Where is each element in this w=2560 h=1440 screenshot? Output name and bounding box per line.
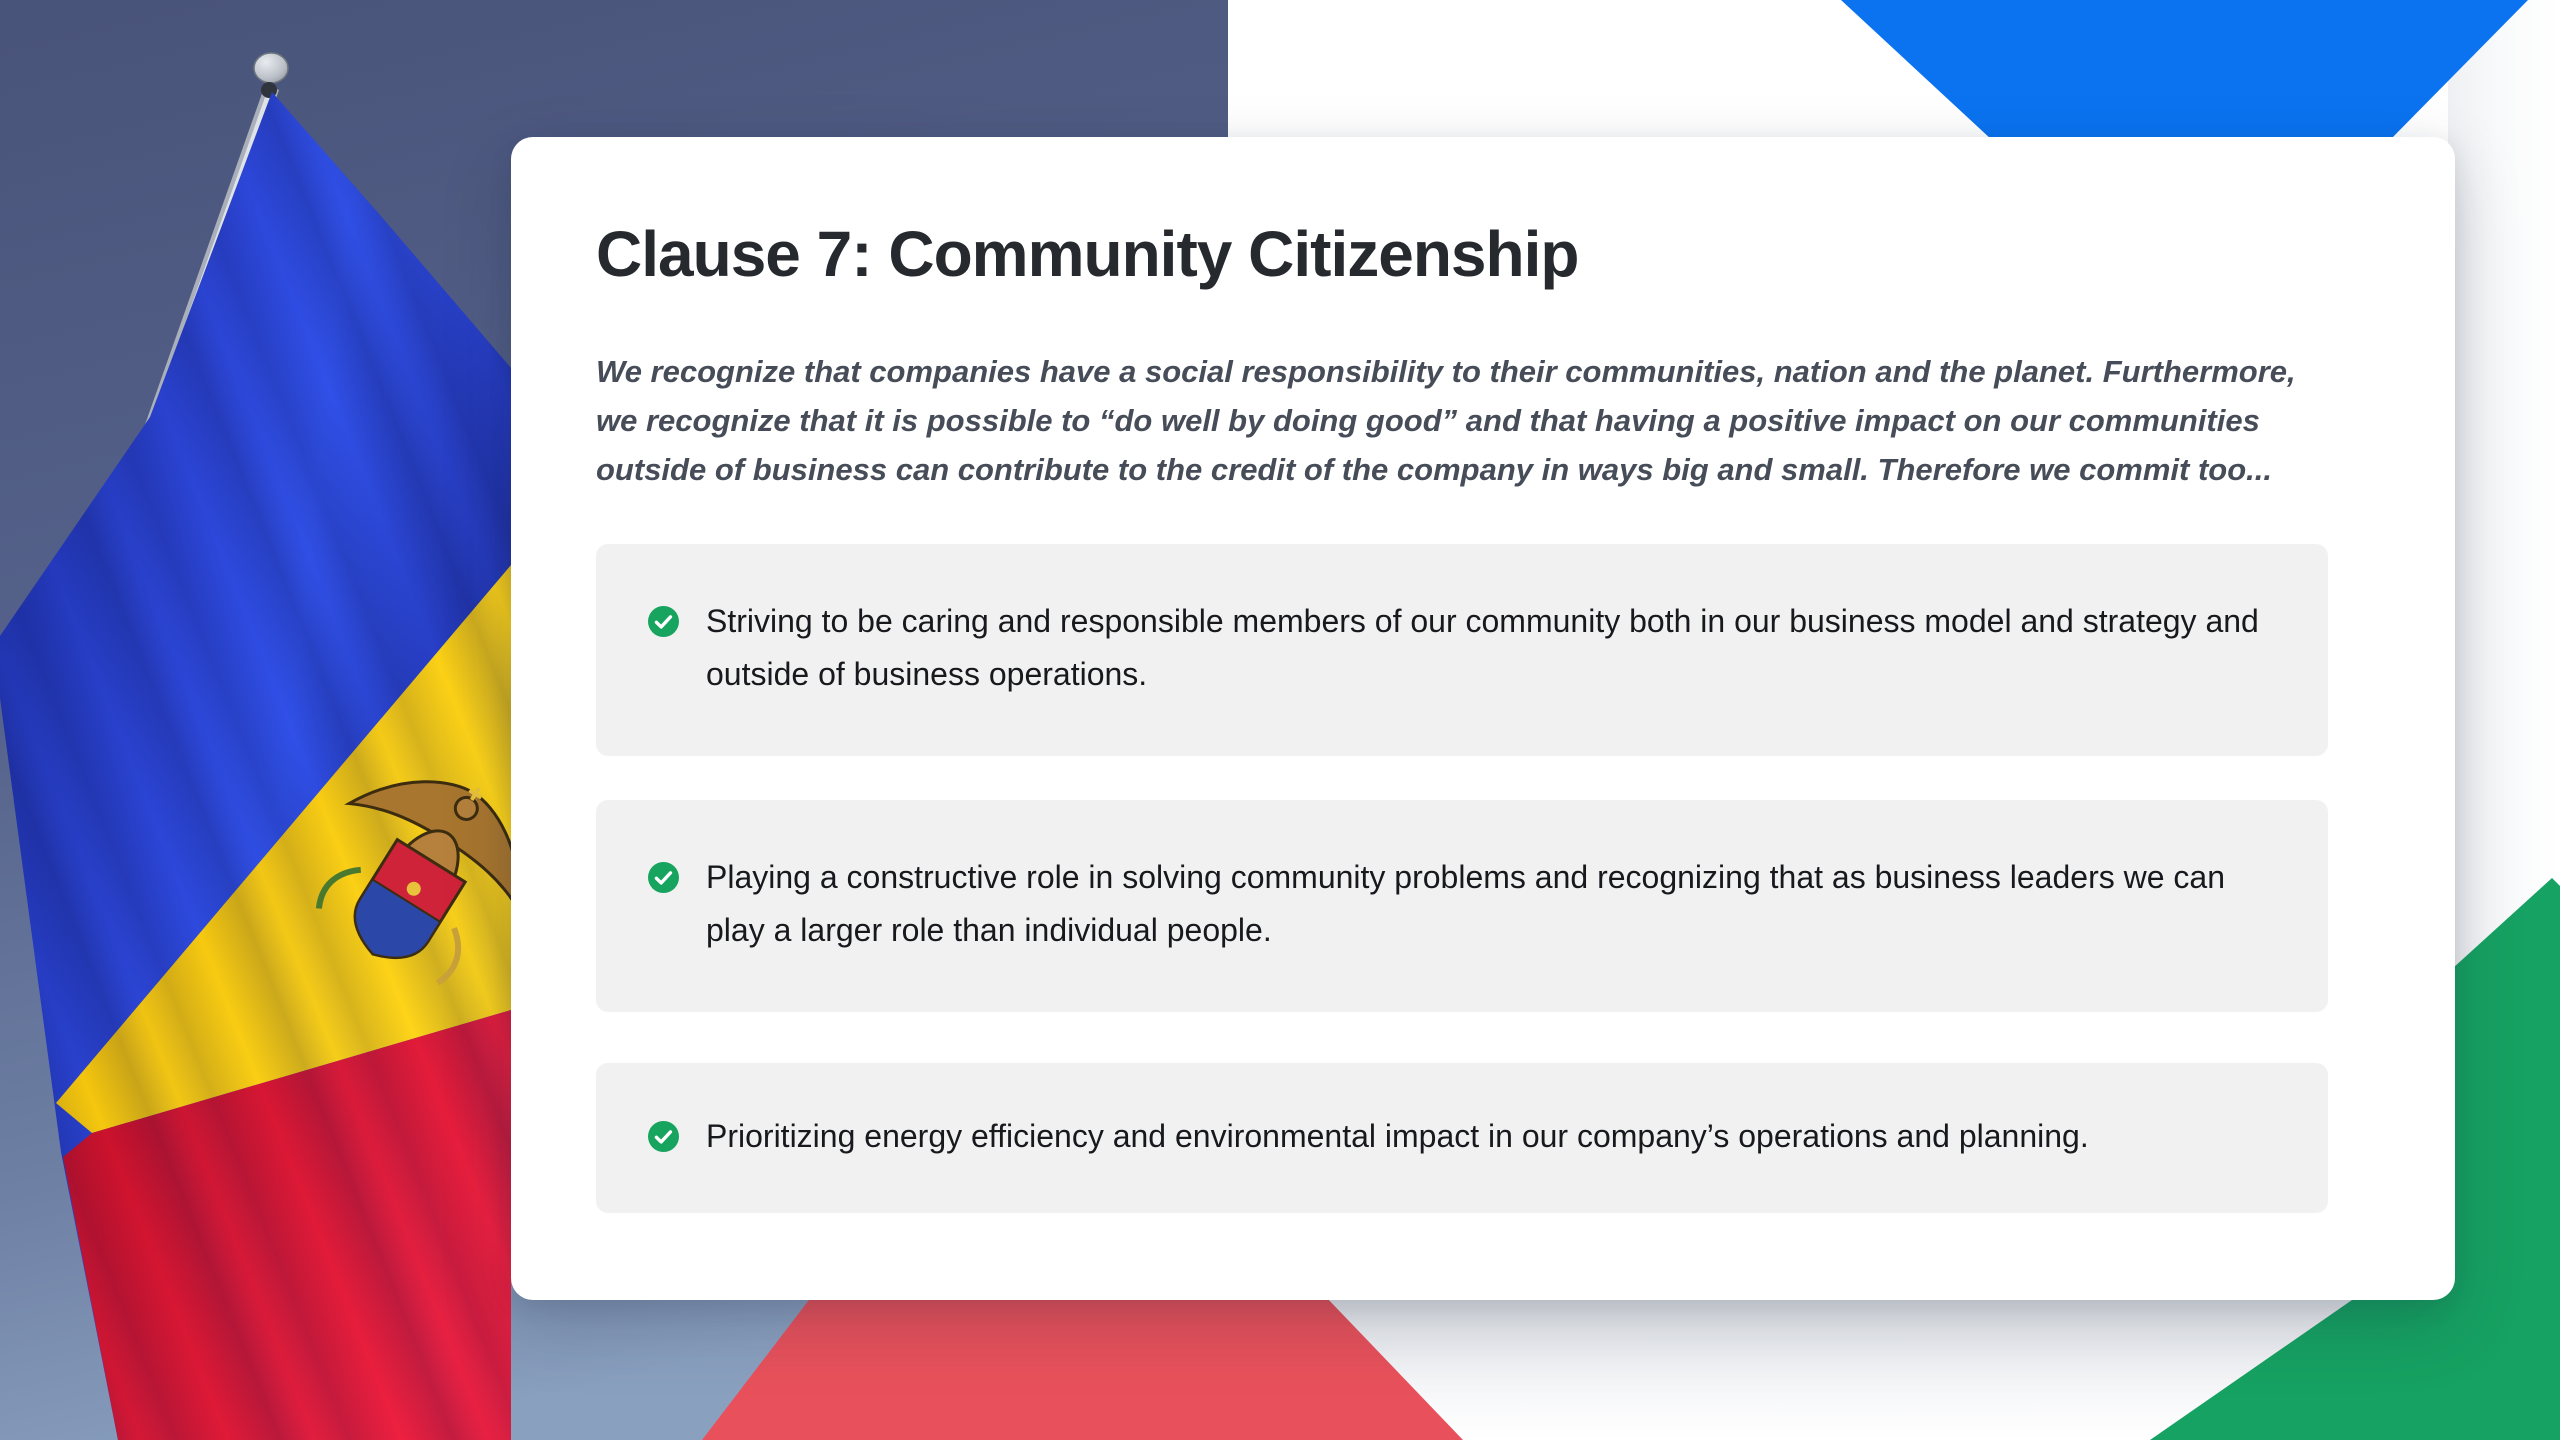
commitment-item <box>596 800 2328 1012</box>
commitment-text: Striving to be caring and responsible members of our community both in our business model and strategy and outside of business operations. <box>706 603 2259 692</box>
page-title: Clause 7: Community Citizenship <box>596 218 1579 290</box>
check-circle-icon <box>648 1121 679 1152</box>
check-circle-icon <box>648 606 679 637</box>
flagpole-finial <box>254 53 288 83</box>
commitment-text: Playing a constructive role in solving community problems and recognizing that as business leaders we can play a larger role than individual people. <box>706 859 2225 948</box>
check-circle-icon <box>648 862 679 893</box>
commitment-text: Prioritizing energy efficiency and environmental impact in our company’s operations and planning. <box>706 1118 2089 1154</box>
clause-intro-text: We recognize that companies have a social responsibility to their communities, nation and the planet. Furthermore, we recognize that it is possible to “do well by doing good” and that having a positive impact on our communities outside of business can contribute to the credit of the company in ways big and small. Therefore we commit too... <box>596 354 2296 487</box>
page-gradient-right <box>2448 0 2560 1010</box>
clause-card <box>511 137 2455 1300</box>
commitment-item <box>596 544 2328 756</box>
commitment-item <box>596 1063 2328 1213</box>
